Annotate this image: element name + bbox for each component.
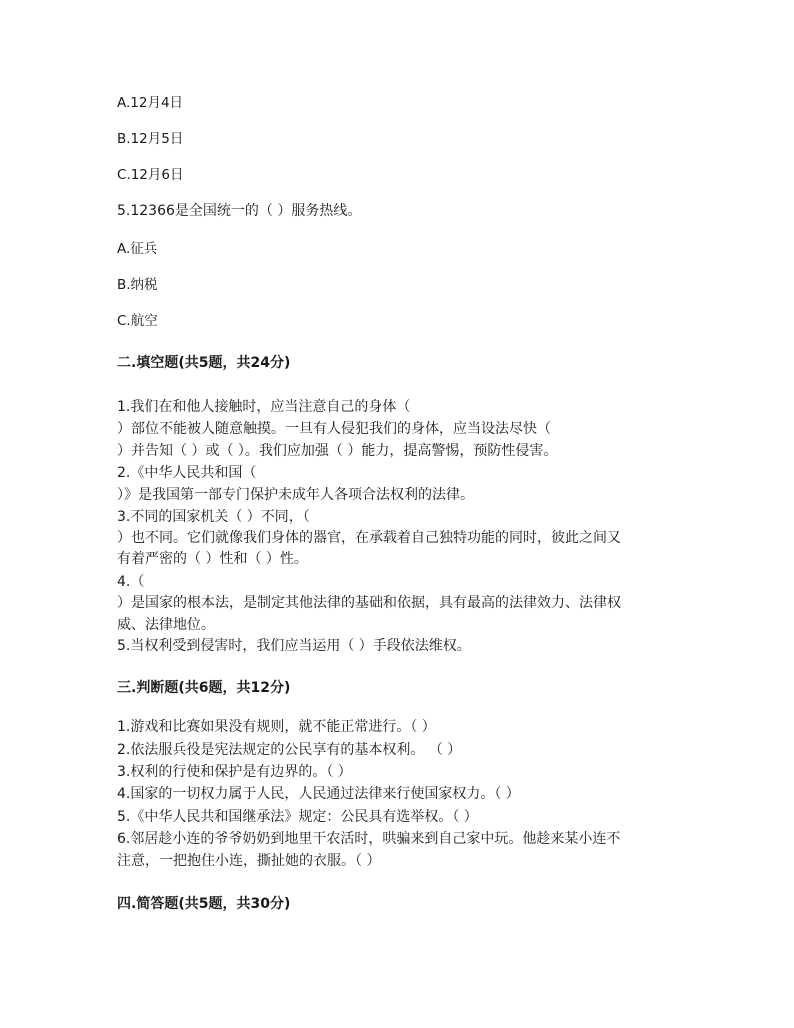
option-a-date: A.12月4日 [117, 95, 184, 111]
fill-q1-line1: 1.我们在和他人接触时，应当注意自己的身体（ [117, 399, 411, 415]
fill-q1-line3: ）并告知（ ）或（ ）。我们应加强（ ）能力，提高警惕，预防性侵害。 [117, 443, 558, 459]
option-c: C.航空 [117, 313, 158, 329]
tf-q5: 5.《中华人民共和国继承法》规定：公民具有选举权。（ ） [117, 809, 478, 825]
fill-q2-line1: 2.《中华人民共和国（ [117, 465, 257, 481]
fill-q3-line3: 有着严密的（ ）性和（ ）性。 [117, 551, 308, 567]
tf-q1: 1.游戏和比赛如果没有规则，就不能正常进行。（ ） [117, 719, 436, 735]
fill-q3-line2: ）也不同。它们就像我们身体的器官，在承载着自己独特功能的同时，彼此之间又 [117, 530, 621, 546]
section-heading-true-false: 三.判断题(共6题，共12分) [117, 680, 291, 696]
fill-q4-line2: ）是国家的根本法，是制定其他法律的基础和依据，具有最高的法律效力、法律权 [117, 595, 621, 611]
tf-q2: 2.依法服兵役是宪法规定的公民享有的基本权利。 （ ） [117, 742, 462, 758]
section-heading-short-answer: 四.简答题(共5题，共30分) [117, 896, 291, 912]
option-b-date: B.12月5日 [117, 131, 184, 147]
fill-q1-line2: ）部位不能被人随意触摸。一旦有人侵犯我们的身体，应当设法尽快（ [117, 421, 551, 437]
tf-q6-line2: 注意，一把抱住小连，撕扯她的衣服。（ ） [117, 853, 381, 869]
fill-q4-line1: 4.（ [117, 574, 145, 590]
question-5: 5.12366是全国统一的（ ）服务热线。 [117, 203, 362, 219]
section-heading-fill-in: 二.填空题(共5题，共24分) [117, 355, 291, 371]
option-a: A.征兵 [117, 241, 158, 257]
fill-q3-line1: 3.不同的国家机关（ ）不同，（ [117, 509, 310, 525]
option-c-date: C.12月6日 [117, 167, 184, 183]
fill-q5: 5.当权利受到侵害时，我们应当运用（ ）手段依法维权。 [117, 638, 471, 654]
tf-q4: 4.国家的一切权力属于人民，人民通过法律来行使国家权力。（ ） [117, 786, 520, 802]
tf-q6-line1: 6.邻居趁小连的爷爷奶奶到地里干农活时，哄骗来到自己家中玩。他趁来某小连不 [117, 831, 621, 847]
fill-q2-line2: ）》是我国第一部专门保护未成年人各项合法权利的法律。 [117, 487, 474, 503]
tf-q3: 3.权利的行使和保护是有边界的。（ ） [117, 764, 352, 780]
option-b: B.纳税 [117, 277, 158, 293]
fill-q4-line3: 威、法律地位。 [117, 617, 215, 633]
